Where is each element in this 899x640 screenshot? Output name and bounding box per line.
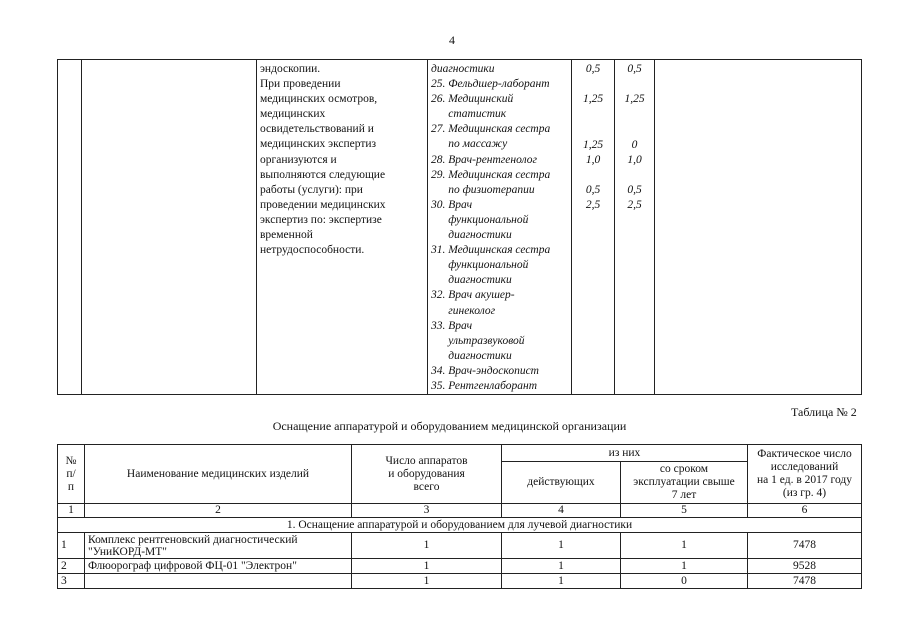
- header-of-them: из них: [502, 445, 748, 462]
- description-line: выполняются следующие: [260, 168, 386, 181]
- cell-active: 1: [502, 533, 621, 559]
- staff-item-line: ультразвуковой: [431, 334, 525, 347]
- staff-item-line: диагностики: [431, 349, 512, 362]
- rate-value: 2,5: [585, 198, 601, 211]
- staff-item-line: функциональной: [431, 259, 529, 272]
- empty-cell: [58, 60, 82, 395]
- cell-actual: 7478: [748, 533, 862, 559]
- description-line: временной: [260, 229, 313, 242]
- cell-old: 0: [621, 574, 748, 589]
- description-line: нетрудоспособности.: [260, 244, 365, 257]
- staff-item-line: 34. Врач-эндоскопист: [431, 364, 539, 377]
- staff-item-line: 31. Медицинская сестра: [431, 244, 551, 257]
- description-line: экспертиз по: экспертизе: [260, 213, 382, 226]
- cell-n: 1: [58, 533, 85, 559]
- table-title: Оснащение аппаратурой и оборудованием медицинской организации: [272, 419, 627, 433]
- staff-item-line: диагностики: [431, 63, 495, 75]
- staff-table: [57, 59, 862, 395]
- cell-name: [85, 574, 352, 589]
- staff-item-line: по физиотерапии: [431, 183, 535, 196]
- description-line: организуются и: [260, 153, 337, 166]
- description-line: освидетельствований и: [260, 123, 374, 136]
- rate-value: 1,25: [582, 138, 604, 151]
- column-number: 3: [352, 504, 502, 518]
- items-cell: [428, 60, 572, 395]
- cell-n: 3: [58, 574, 85, 589]
- header-actual: Фактическое число исследований на 1 ед. в 2017 году (из гр. 4): [748, 445, 862, 504]
- cell-n: 2: [58, 559, 85, 574]
- staff-item-line: 29. Медицинская сестра: [431, 168, 551, 181]
- equipment-table: [57, 444, 862, 589]
- cell-name: Комплекс рентгеновский диагностический "УниКОРД-МТ": [85, 533, 352, 559]
- staff-item-line: 32. Врач акушер-: [431, 289, 515, 302]
- description-line: эндоскопии.: [260, 63, 321, 75]
- staff-item-line: по массажу: [431, 138, 508, 151]
- staff-item-line: гинеколог: [431, 304, 496, 317]
- empty-cell: [82, 60, 257, 395]
- column-number: 5: [621, 504, 748, 518]
- rate-value: 1,25: [624, 93, 645, 106]
- cell-active: 1: [502, 574, 621, 589]
- header-name: Наименование медицинских изделий: [85, 445, 352, 504]
- staff-item-line: функциональной: [431, 213, 529, 226]
- staff-item-line: 33. Врач: [431, 319, 473, 332]
- cell-old: 1: [621, 559, 748, 574]
- description-line: При проведении: [260, 78, 341, 91]
- staff-item-line: 35. Рентгенлаборант: [431, 379, 538, 392]
- cell-actual: 7478: [748, 574, 862, 589]
- cell-total: 1: [352, 559, 502, 574]
- staff-item-line: 26. Медицинский: [431, 93, 514, 106]
- description-line: медицинских экспертиз: [260, 138, 377, 151]
- header-total: Число аппаратов и оборудования всего: [352, 445, 502, 504]
- staff-item-line: 27. Медицинская сестра: [431, 123, 551, 136]
- rate-value: 0: [631, 138, 638, 151]
- column-number: 2: [85, 504, 352, 518]
- rate-value: 0,5: [585, 63, 601, 75]
- staff-item-line: 30. Врач: [431, 198, 473, 211]
- rate-value: 1,0: [585, 153, 601, 166]
- description-line: проведении медицинских: [260, 198, 386, 211]
- table-row: [58, 559, 862, 574]
- cell-total: 1: [352, 533, 502, 559]
- header-old: со сроком эксплуатации свыше 7 лет: [621, 462, 748, 504]
- description-line: медицинских осмотров,: [260, 93, 378, 106]
- staff-item-line: диагностики: [431, 229, 512, 242]
- staff-item-line: 25. Фельдшер-лаборант: [431, 78, 550, 91]
- cell-total: 1: [352, 574, 502, 589]
- staff-item-line: 28. Врач-рентгенолог: [431, 153, 537, 166]
- header-num: № п/ п: [58, 445, 85, 504]
- header-active: действующих: [502, 462, 621, 504]
- rate-col1: [572, 60, 615, 395]
- column-number: 6: [748, 504, 862, 518]
- staff-item-line: статистик: [431, 108, 507, 121]
- table-row: [58, 574, 862, 589]
- column-number: 4: [502, 504, 621, 518]
- empty-cell: [655, 60, 862, 395]
- description-line: медицинских: [260, 108, 326, 121]
- rate-value: 0,5: [585, 183, 601, 196]
- cell-name: Флюорограф цифровой ФЦ-01 "Электрон": [85, 559, 352, 574]
- cell-active: 1: [502, 559, 621, 574]
- rate-value: 1,25: [582, 93, 604, 106]
- table-number: Таблица № 2: [791, 405, 857, 419]
- description-cell: [257, 60, 428, 395]
- column-number: 1: [58, 504, 85, 518]
- page-number: 4: [449, 33, 455, 47]
- table-row: [58, 533, 862, 559]
- cell-old: 1: [621, 533, 748, 559]
- rate-value: 1,0: [627, 153, 642, 166]
- section-heading: 1. Оснащение аппаратурой и оборудованием для лучевой диагностики: [58, 518, 862, 533]
- staff-item-line: диагностики: [431, 274, 512, 287]
- description-line: работы (услуги): при: [260, 183, 363, 196]
- rate-value: 0,5: [627, 63, 642, 75]
- rate-col2: [615, 60, 655, 395]
- rate-value: 0,5: [627, 183, 642, 196]
- rate-value: 2,5: [627, 198, 642, 211]
- cell-actual: 9528: [748, 559, 862, 574]
